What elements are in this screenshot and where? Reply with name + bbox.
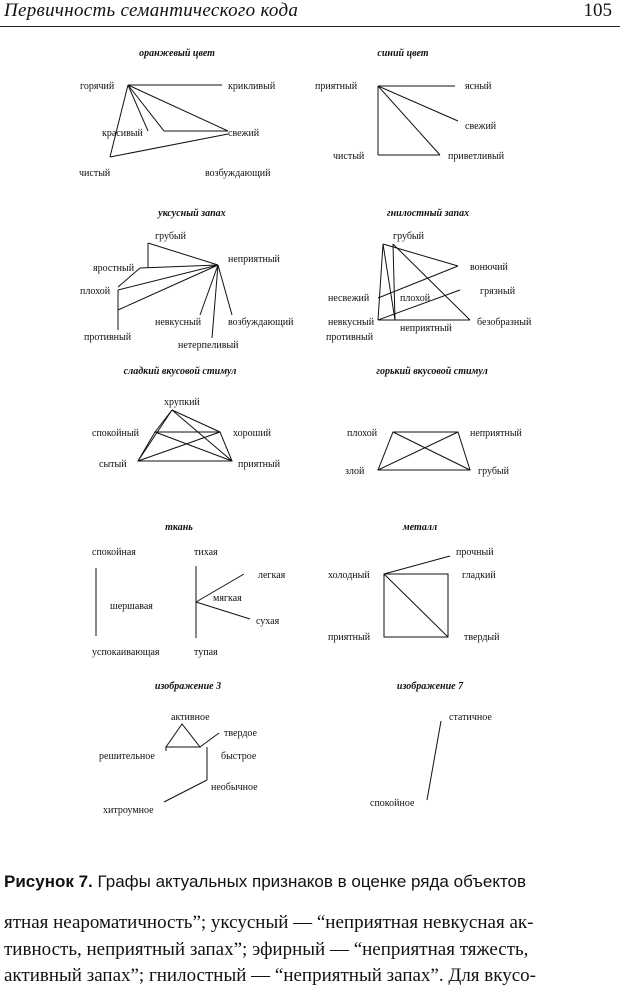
node-label: сытый [99,459,127,470]
node-label: приятный [238,459,281,470]
graph-blue-color [315,48,505,162]
node-label: быстрое [221,751,257,762]
node-label: хрупкий [164,397,200,408]
graph-edge [427,721,441,800]
graph-edge [166,724,200,747]
node-label: горячий [80,81,115,92]
graph-edge [128,85,228,131]
node-label: чистый [333,151,365,162]
graph-title: металл [402,522,438,533]
node-label: плохой [400,293,431,304]
graph-edge [155,432,232,461]
graph-edge [378,86,458,121]
node-label: неприятный [470,428,522,439]
graph-sweet-taste [92,366,281,470]
running-title: Первичность семантического кода [4,0,299,21]
body-line: тивность, неприятный запах”; эфирный — “неприятная тяжесть, [4,938,529,960]
graph-edge [164,780,207,802]
node-label: необычное [211,782,258,793]
node-label: легкая [258,570,286,581]
graph-edge [384,574,448,637]
node-label: спокойное [370,798,415,809]
graph-title: синий цвет [377,48,429,59]
graph-edge [138,410,172,461]
graph-edge [393,244,470,320]
body-paragraph [4,910,616,990]
node-label: тихая [194,547,218,558]
node-label: несвежий [328,293,370,304]
node-label: свежий [228,128,260,139]
node-label: приветливый [448,151,505,162]
caption-label: Рисунок 7. [4,872,93,891]
graph-edge [384,556,450,574]
node-label: возбуждающий [228,317,294,328]
graph-edge [138,432,220,461]
node-label: безобразный [477,317,532,328]
graph-edge [393,432,470,470]
node-label: статичное [449,712,492,723]
graph-edge [200,733,219,747]
node-label: успокаивающая [92,647,160,658]
node-label: вонючий [470,262,508,273]
header-rule [0,26,620,27]
graph-bitter-taste [345,366,523,477]
node-label: свежий [465,121,497,132]
node-label: неприятный [400,323,452,334]
graph-edge [148,243,218,265]
node-label: нетерпеливый [178,340,239,351]
node-label: плохой [347,428,378,439]
graph-title: оранжевый цвет [139,48,215,59]
node-label: гладкий [462,570,496,581]
node-label: спокойный [92,428,139,439]
graph-orange-color [79,48,276,179]
node-label: решительное [99,751,155,762]
node-label: шершавая [110,601,153,612]
graph-edge [378,432,470,470]
graph-edge [378,86,440,155]
node-label: грубый [393,231,424,242]
figure-caption [4,872,526,892]
node-label: чистый [79,168,111,179]
node-label: хороший [233,428,272,439]
graph-vinegar-smell [80,208,294,351]
graph-edge [110,85,128,157]
figure-graphs [0,28,620,858]
caption-text: Графы актуальных признаков в оценке ряда объектов [92,872,527,891]
graph-title: гнилостный запах [386,208,470,219]
node-label: активное [171,712,210,723]
graph-title: горький вкусовой стимул [376,366,488,377]
graph-title: изображение 3 [154,681,222,692]
node-label: приятный [315,81,358,92]
node-label: противный [84,332,132,343]
graph-title: ткань [165,522,193,533]
node-label: прочный [456,547,494,558]
graph-metal [328,522,500,643]
graph-edge [218,265,232,315]
graph-image-3 [99,681,258,816]
graph-edge [172,410,220,432]
node-label: невкусный [155,317,202,328]
page-number: 105 [583,0,612,21]
node-label: неприятный [228,254,280,265]
graph-edge [128,85,148,131]
graph-title: изображение 7 [396,681,464,692]
graph-fabric [92,522,286,658]
node-label: ясный [465,81,492,92]
graph-edge [212,265,218,338]
node-label: твердый [464,632,500,643]
graph-edge [383,244,458,266]
node-label: злой [345,466,365,477]
node-label: красивый [102,128,143,139]
node-label: грубый [155,231,186,242]
node-label: грязный [480,286,516,297]
graph-edge [128,85,164,131]
body-line: активный запах”; гнилостный — “неприятный запах”. Для вкусо- [4,965,536,986]
node-label: приятный [328,632,371,643]
node-label: сухая [256,616,280,627]
node-label: крикливый [228,81,276,92]
node-label: плохой [80,286,111,297]
graph-edge [196,602,250,619]
body-line: ятная неароматичность”; уксусный — “неприятная невкусная ак- [4,912,534,933]
node-label: грубый [478,466,509,477]
graph-edge [200,265,218,315]
node-label: противный [326,332,374,343]
node-label: спокойная [92,547,136,558]
graph-edge [138,432,232,461]
node-label: хитроумное [103,805,154,816]
graph-title: сладкий вкусовой стимул [123,366,237,377]
graph-putrid-smell [326,208,532,343]
graph-edge [378,244,383,320]
graph-image-7 [370,681,492,809]
node-label: возбуждающий [205,168,271,179]
node-label: холодный [328,570,370,581]
graph-title: уксусный запах [158,208,226,219]
node-label: мягкая [213,593,242,604]
node-label: твердое [224,728,257,739]
node-label: тупая [194,647,218,658]
graph-edge [172,410,232,461]
node-label: яростный [93,263,135,274]
graph-edge [378,432,458,470]
node-label: невкусный [328,317,375,328]
